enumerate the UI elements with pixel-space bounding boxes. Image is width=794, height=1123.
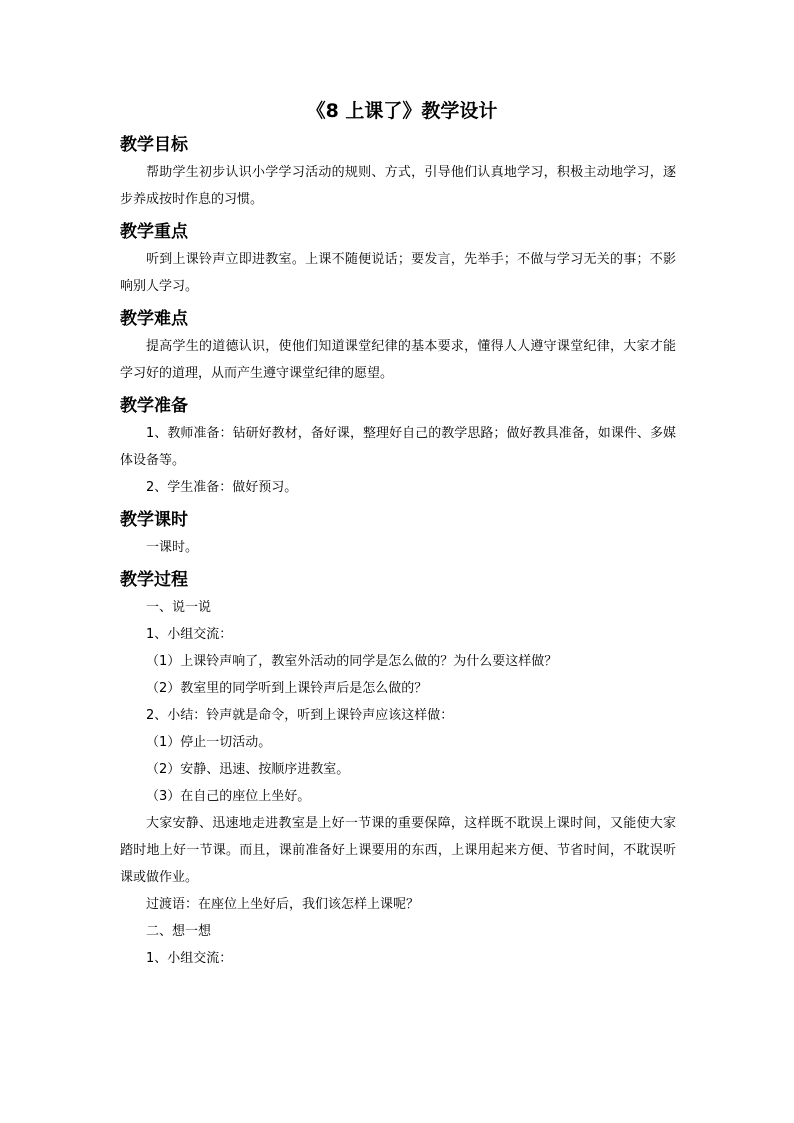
- section-preparation: [120, 393, 676, 501]
- section-class-hours: [120, 507, 676, 561]
- paragraph: 一、说一说: [146, 600, 212, 615]
- paragraph: 一课时。: [146, 540, 199, 555]
- paragraph: （3）在自己的座位上坐好。: [146, 789, 311, 804]
- paragraph: 2、学生准备：做好预习。: [146, 480, 298, 495]
- section-process: [120, 567, 676, 972]
- paragraph: （1）停止一切活动。: [146, 735, 272, 750]
- paragraph: 1、小组交流：: [146, 951, 233, 966]
- paragraph: （1）上课铃声响了，教室外活动的同学是怎么做的？为什么要这样做？: [146, 654, 558, 669]
- section-objectives: [120, 132, 676, 213]
- document-page: [120, 96, 676, 978]
- paragraph: 过渡语：在座位上坐好后，我们该怎样上课呢？: [146, 897, 420, 912]
- paragraph: （2）教室里的同学听到上课铃声后是怎么做的？: [146, 681, 428, 696]
- section-key-points: [120, 219, 676, 300]
- section-heading: 教学课时: [120, 510, 188, 530]
- paragraph: 帮助学生初步认识小学学习活动的规则、方式，引导他们认真地学习，积极主动地学习，逐步养成按时作息的习惯。: [120, 165, 676, 207]
- paragraph: 提高学生的道德认识，使他们知道课堂纪律的基本要求，懂得人人遵守课堂纪律，大家才能学习好的道理，从而产生遵守课堂纪律的愿望。: [120, 339, 676, 381]
- section-heading: 教学目标: [120, 135, 188, 155]
- section-heading: 教学难点: [120, 309, 188, 329]
- paragraph: 大家安静、迅速地走进教室是上好一节课的重要保障，这样既不耽误上课时间，又能使大家踏时地上好一节课。而且，课前准备好上课要用的东西，上课用起来方便、节省时间，不耽误听课或做作业。: [120, 816, 676, 885]
- section-heading: 教学准备: [120, 396, 188, 416]
- paragraph: 二、想一想: [146, 924, 212, 939]
- paragraph: 1、小组交流：: [146, 627, 233, 642]
- paragraph: （2）安静、迅速、按顺序进教室。: [146, 762, 350, 777]
- section-difficulties: [120, 306, 676, 387]
- paragraph: 2、小结：铃声就是命令，听到上课铃声应该这样做：: [146, 708, 454, 723]
- document-title: 《8 上课了》教学设计: [306, 100, 498, 122]
- section-heading: 教学重点: [120, 222, 188, 242]
- paragraph: 1、教师准备：钻研好教材，备好课，整理好自己的教学思路；做好教具准备，如课件、多媒体设备等。: [120, 426, 676, 468]
- section-heading: 教学过程: [120, 570, 188, 590]
- paragraph: 听到上课铃声立即进教室。上课不随便说话；要发言，先举手；不做与学习无关的事；不影响别人学习。: [120, 252, 676, 294]
